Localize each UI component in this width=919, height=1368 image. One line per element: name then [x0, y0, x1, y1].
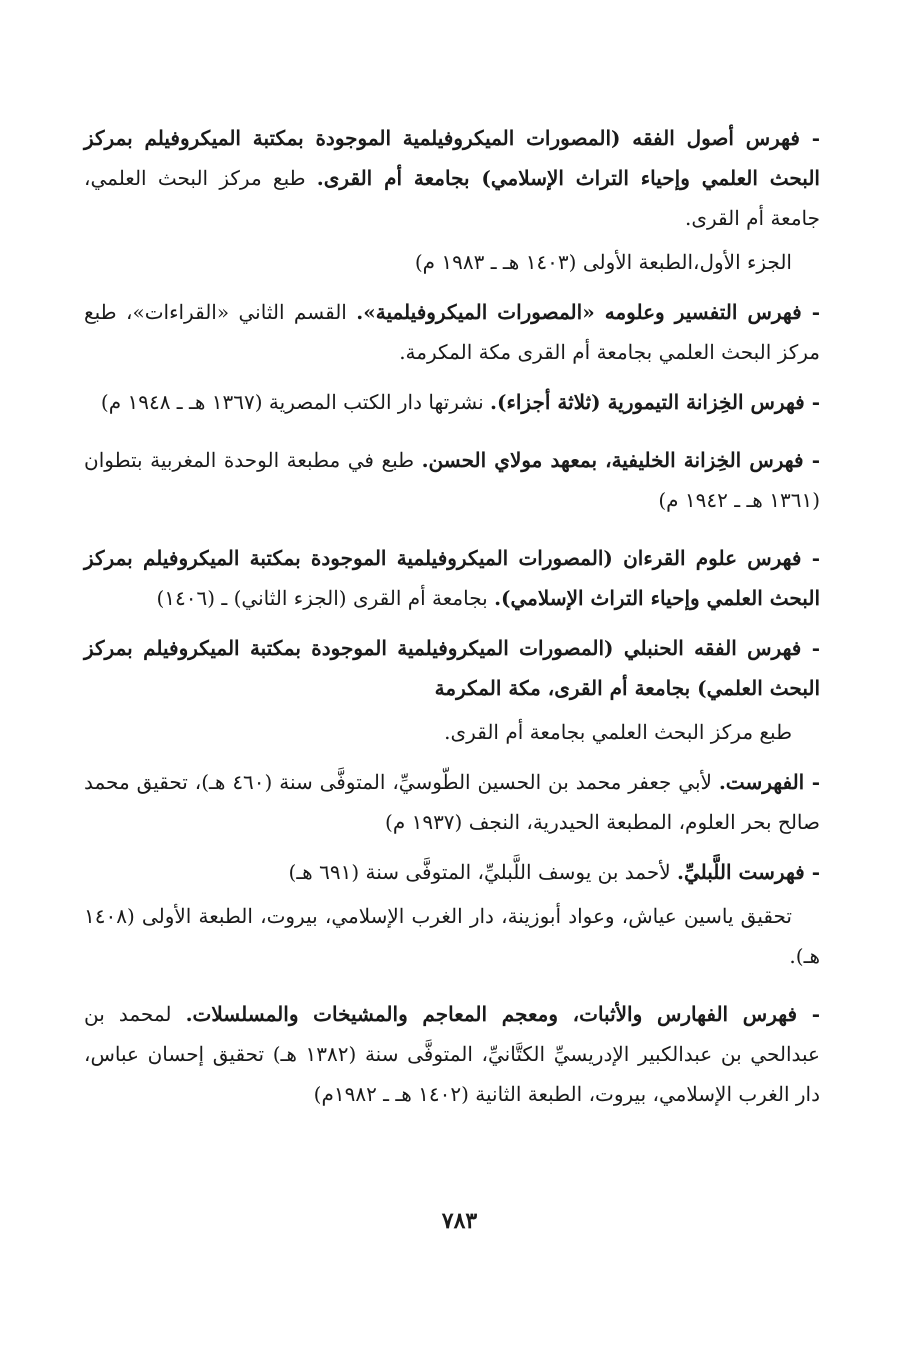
bibliography-list	[84, 118, 820, 1124]
bibliography-entry	[84, 994, 820, 1114]
bibliography-entry	[84, 538, 820, 618]
entry-note: الجزء الأول،الطبعة الأولى (١٤٠٣ هـ ـ ١٩٨٣ م)	[414, 250, 792, 274]
entry-title: - فهرس الخِزانة الخليفية، بمعهد مولاي الحسن.	[421, 448, 820, 472]
entry-title: - فهرس الفقه الحنبلي (المصورات الميكروفيلمية الموجودة بمكتبة الميكروفيلم بمركز البحث العلمي) بجامعة أم القرى، مكة المكرمة	[84, 636, 820, 700]
entry-text: طبع في مطبعة الوحدة المغربية بتطوان (١٣٦١ هـ ـ ١٩٤٢ م)	[84, 448, 820, 512]
entry-note: تحقيق ياسين عياش، وعواد أبوزينة، دار الغرب الإسلامي، بيروت، الطبعة الأولى (١٤٠٨ هـ).	[84, 904, 820, 968]
bibliography-entry	[84, 628, 820, 708]
entry-title: - فهرس الخِزانة التيمورية (ثلاثة أجزاء).	[490, 390, 820, 414]
entry-title: - فهرس أصول الفقه (المصورات الميكروفيلمية الموجودة بمكتبة الميكروفيلم بمركز البحث العلمي وإحياء التراث الإسلامي) بجامعة أم القرى.	[84, 126, 820, 190]
entry-text: لأحمد بن يوسف اللَّبليِّ، المتوفَّى سنة (٦٩١ هـ)	[288, 860, 671, 884]
entry-text: نشرتها دار الكتب المصرية (١٣٦٧ هـ ـ ١٩٤٨ م)	[100, 390, 484, 414]
bibliography-entry	[84, 292, 820, 372]
entry-title: - فهرست اللَّبليِّ.	[677, 860, 820, 884]
bibliography-entry	[84, 118, 820, 238]
entry-text: لأبي جعفر محمد بن الحسين الطّوسيِّ، المتوفَّى سنة (٤٦٠ هـ)، تحقيق محمد صالح بحر العلوم، المطبعة الحيدرية، النجف (١٩٣٧ م)	[84, 770, 820, 834]
bibliography-entry	[84, 382, 820, 422]
entry-note: طبع مركز البحث العلمي بجامعة أم القرى.	[444, 720, 792, 744]
entry-title: - فهرس التفسير وعلومه «المصورات الميكروفيلمية».	[356, 300, 820, 324]
entry-text: لمحمد بن عبدالحي بن عبدالكبير الإدريسيِّ الكتَّانيِّ، المتوفَّى سنة (١٣٨٢ هـ) تحقيق إحسان عباس، دار الغرب الإسلامي، بيروت، الطبعة الثانية (١٤٠٢ هـ ـ ١٩٨٢م)	[84, 1002, 820, 1106]
bibliography-entry	[84, 440, 820, 520]
entry-text: بجامعة أم القرى (الجزء الثاني) ـ (١٤٠٦)	[156, 586, 488, 610]
entry-title: - فهرس الفهارس والأثبات، ومعجم المعاجم والمشيخات والمسلسلات.	[185, 1002, 820, 1026]
bibliography-entry	[84, 852, 820, 892]
entry-title: - فهرس علوم القرءان (المصورات الميكروفيلمية الموجودة بمكتبة الميكروفيلم بمركز البحث العلمي وإحياء التراث الإسلامي).	[84, 546, 820, 610]
page-number: ٧٨٣	[441, 1208, 478, 1234]
entry-text: القسم الثاني «القراءات»، طبع مركز البحث العلمي بجامعة أم القرى مكة المكرمة.	[84, 300, 820, 364]
entry-title: - الفهرست.	[718, 770, 821, 794]
entry-text: طبع مركز البحث العلمي، جامعة أم القرى.	[84, 166, 820, 230]
bibliography-entry	[84, 762, 820, 842]
